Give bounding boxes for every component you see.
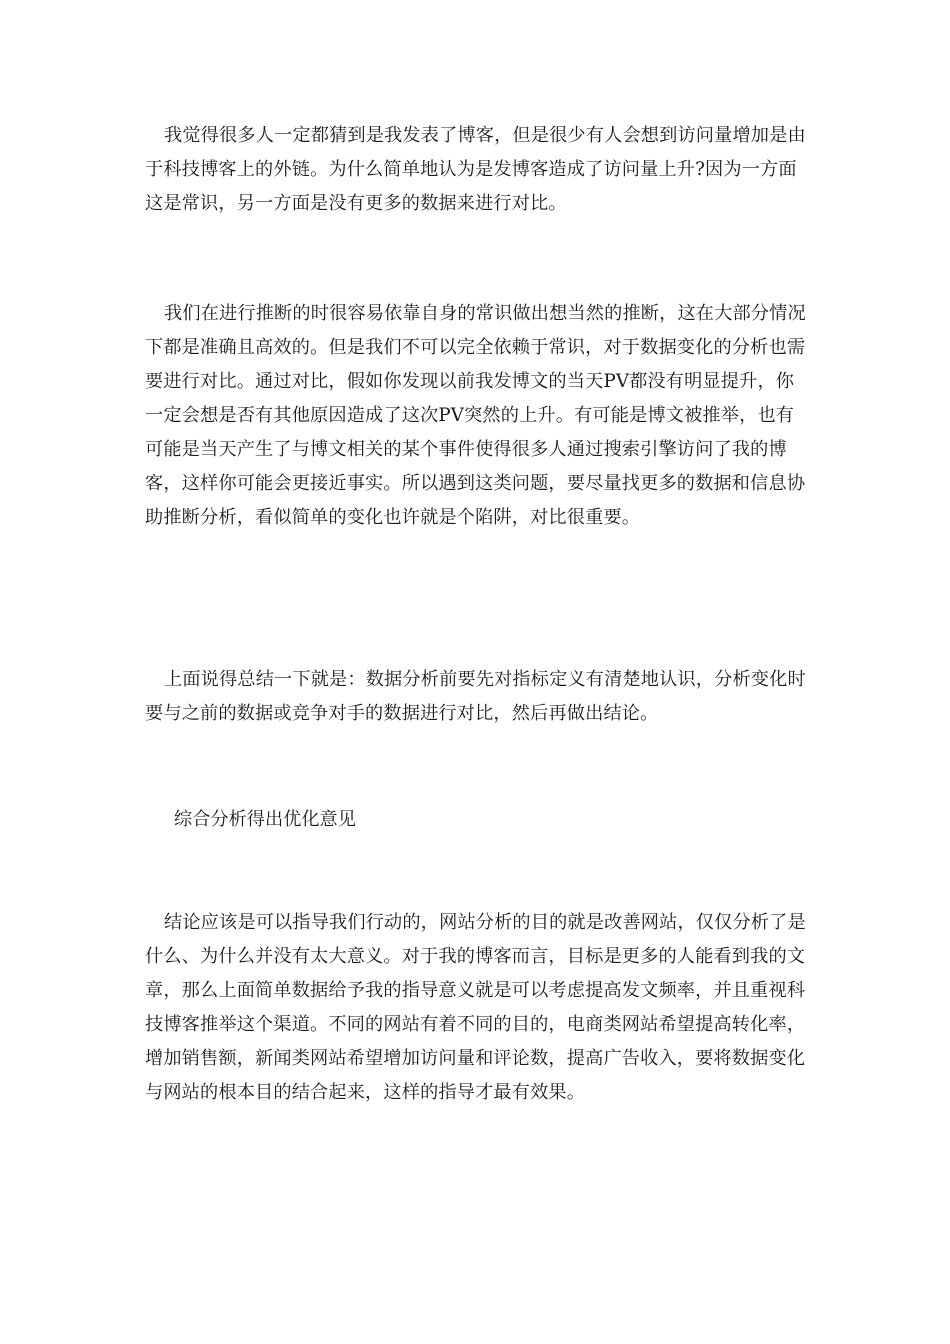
paragraph-summary: 上面说得总结一下就是：数据分析前要先对指标定义有清楚地认识，分析变化时要与之前的数据或竞争对手的数据进行对比，然后再做出结论。 xyxy=(145,669,806,724)
section-heading: 综合分析得出优化意见 xyxy=(174,809,356,830)
paragraph-comparison-needed: 我们在进行推断的时很容易依靠自身的常识做出想当然的推断，这在大部分情况下都是准确且高效的。但是我们不可以完全依赖于常识，对于数据变化的分析也需要进行对比。通过对比，假如你发现以前我发博文的当天PV都没有明显提升，你一定会想是否有其他原因造成了这次PV突然的上升。有可能是博文被推举，也有可能是当天产生了与博文相关的某个事件使得很多人通过搜索引擎访问了我的博客，这样你可能会更接近事实。所以遇到这类问题，要尽量找更多的数据和信息协助推断分析，看似简单的变化也许就是个陷阱，对比很重要。 xyxy=(145,303,806,528)
paragraph-visits-cause: 我觉得很多人一定都猜到是我发表了博客，但是很少有人会想到访问量增加是由于科技博客上的外链。为什么简单地认为是发博客造成了访问量上升?因为一方面这是常识，另一方面是没有更多的数据来进行对比。 xyxy=(145,125,806,214)
paragraph-conclusion: 结论应该是可以指导我们行动的，网站分析的目的就是改善网站，仅仅分析了是什么、为什么并没有太大意义。对于我的博客而言，目标是更多的人能看到我的文章，那么上面简单数据给予我的指导意义就是可以考虑提高发文频率，并且重视科技博客推举这个渠道。不同的网站有着不同的目的，电商类网站希望提高转化率，增加销售额，新闻类网站希望增加访问量和评论数，提高广告收入，要将数据变化与网站的根本目的结合起来，这样的指导才最有效果。 xyxy=(145,912,806,1103)
